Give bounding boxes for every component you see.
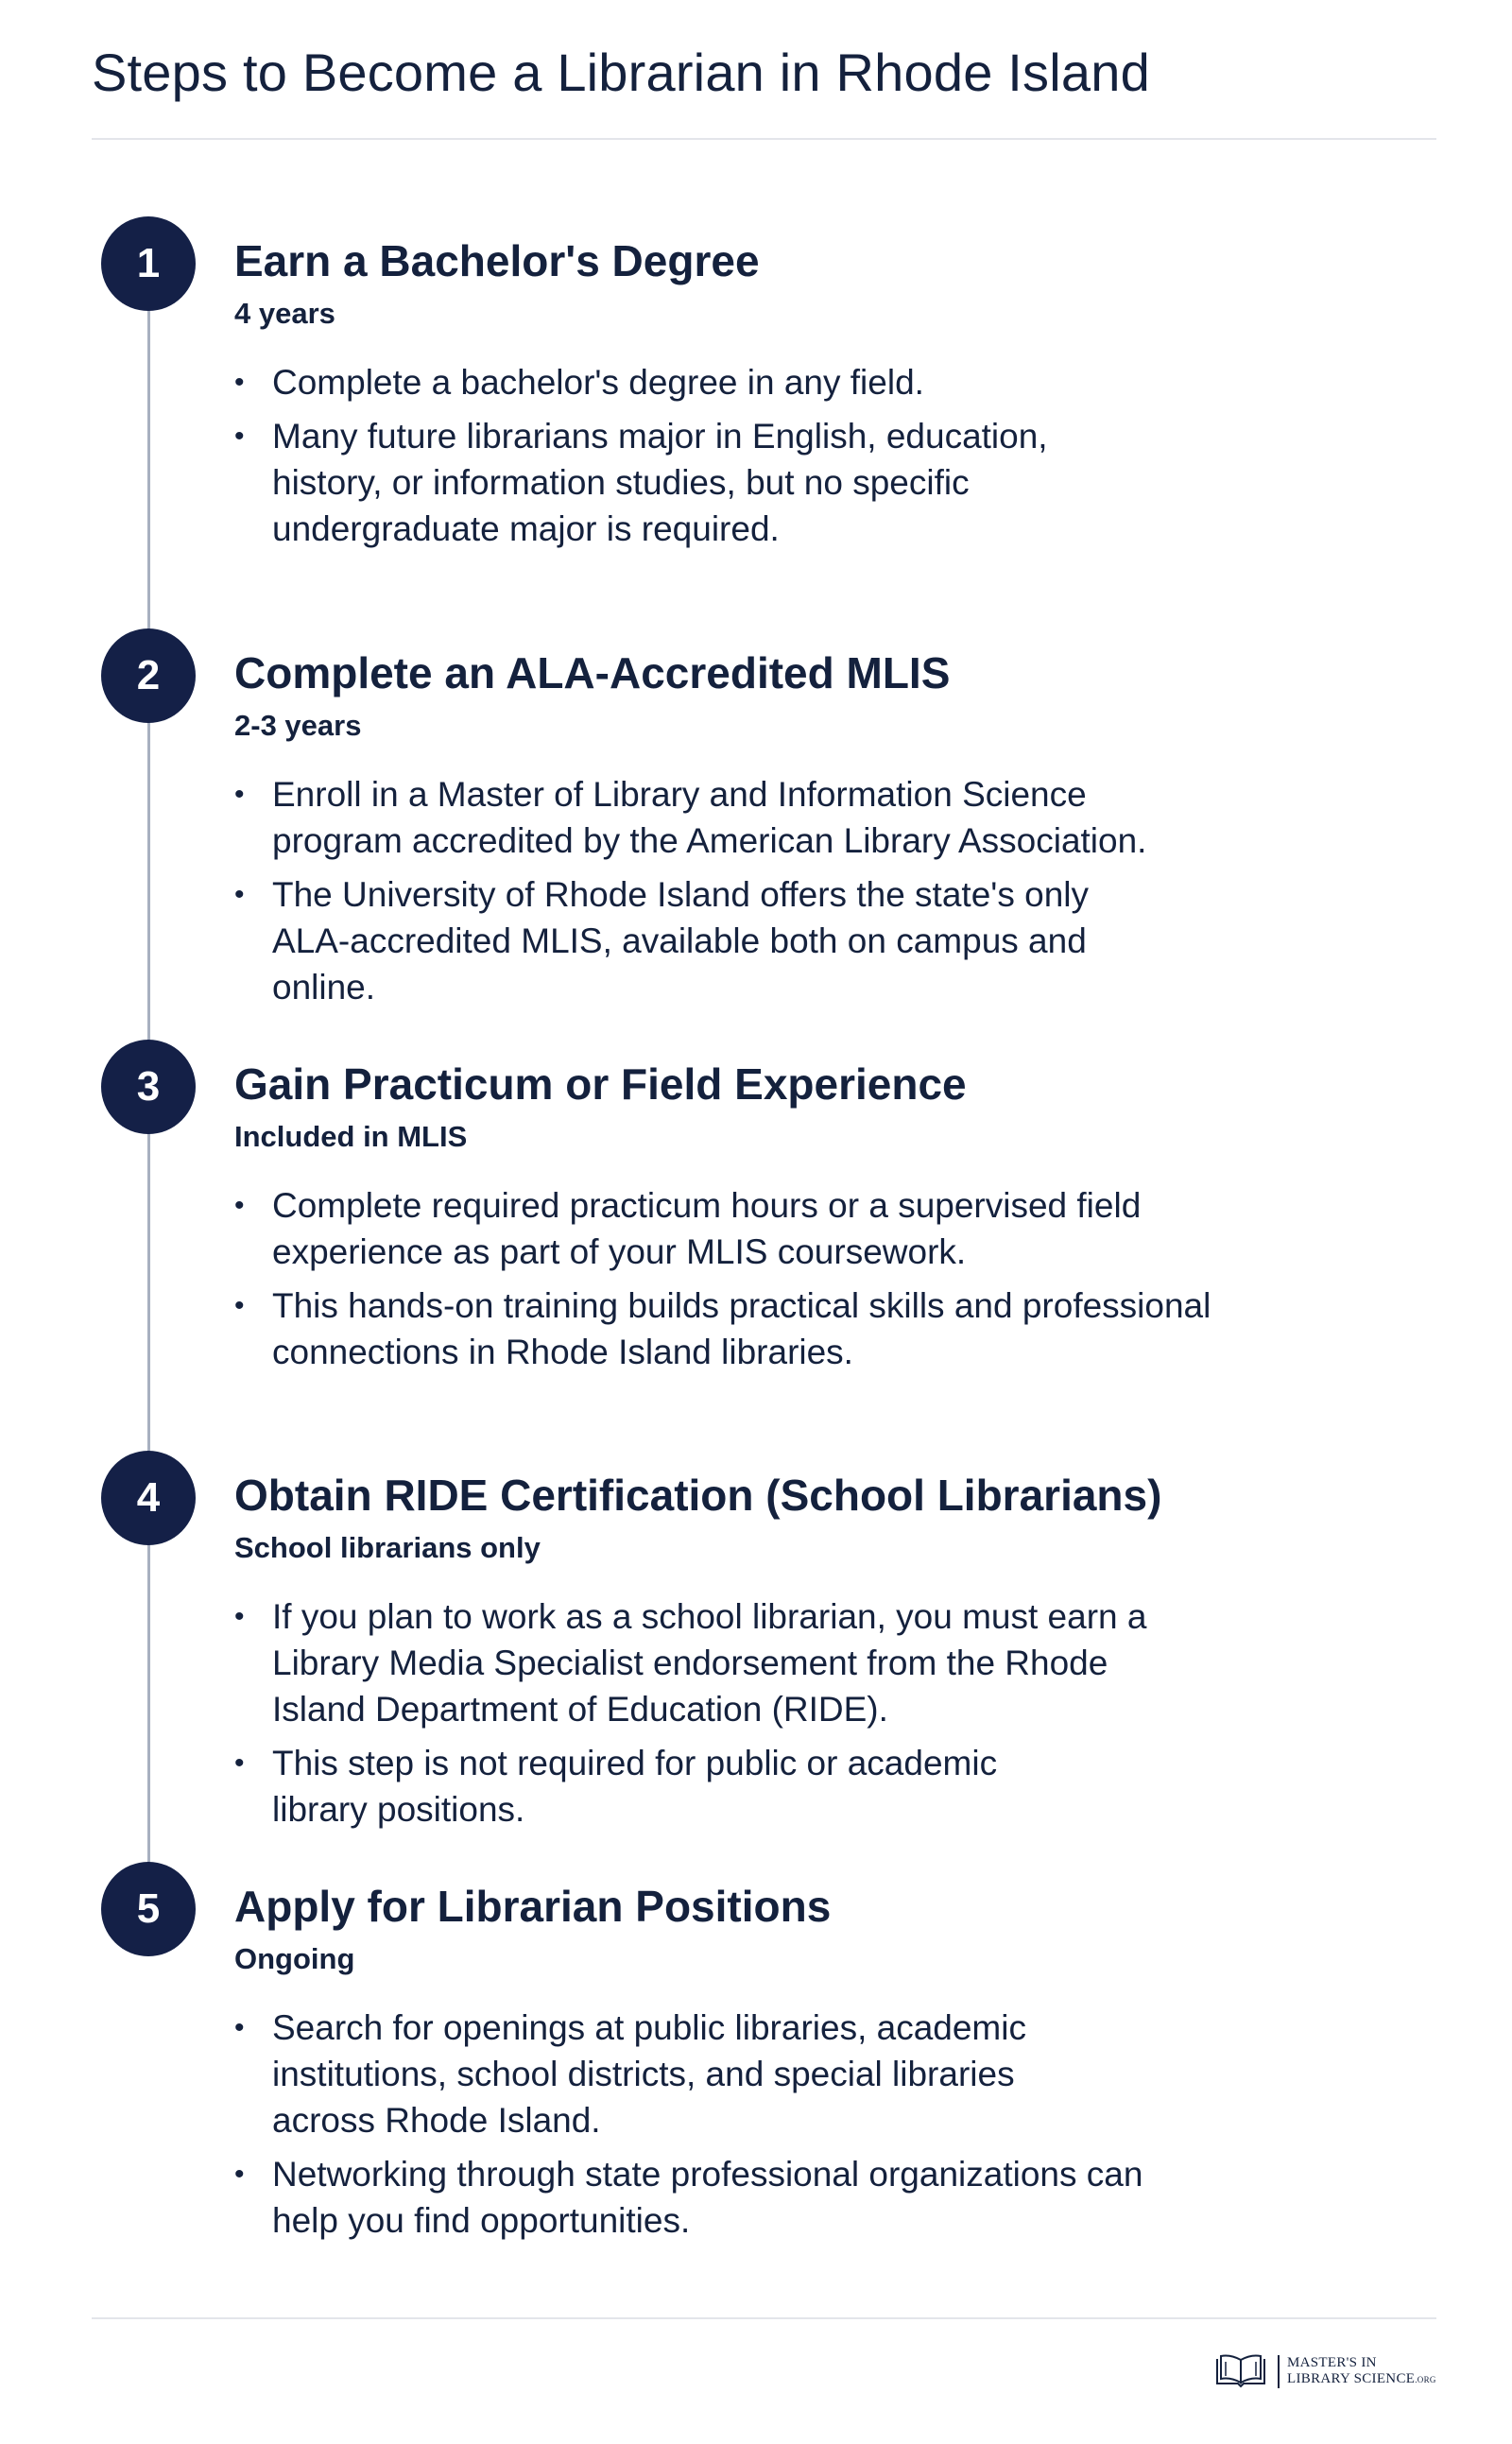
- step-number-badge: 5: [101, 1862, 196, 1956]
- footer-divider: [92, 2317, 1436, 2319]
- list-item: • Search for openings at public libraries, academic institutions, school districts, and special libraries across Rhode Island.: [234, 2005, 1085, 2143]
- step-title: Gain Practicum or Field Experience: [234, 1059, 967, 1109]
- site-logo: [1213, 2353, 1436, 2389]
- step-bullet-list: [234, 359, 1104, 552]
- header-divider: [92, 138, 1436, 140]
- step-bullet-list: [234, 1593, 1179, 1833]
- list-item: • Complete required practicum hours or a supervised field experience as part of your MLIS coursework.: [234, 1182, 1217, 1275]
- logo-line-1: MASTER'S IN: [1287, 2354, 1377, 2370]
- step-number-badge: 4: [101, 1451, 196, 1545]
- step-number-badge: 3: [101, 1040, 196, 1134]
- list-item: • Complete a bachelor's degree in any field.: [234, 359, 1104, 405]
- step-bullet-list: [234, 771, 1217, 1010]
- list-item: • The University of Rhode Island offers the state's only ALA-accredited MLIS, available both on campus and online.: [234, 871, 1160, 1010]
- step-title: Earn a Bachelor's Degree: [234, 236, 760, 285]
- step-duration: 4 years: [234, 297, 335, 331]
- step-duration: 2-3 years: [234, 709, 362, 743]
- step-number-badge: 1: [101, 216, 196, 311]
- list-item: • Networking through state professional organizations can help you find opportunities.: [234, 2151, 1208, 2244]
- step-bullet-list: [234, 2005, 1208, 2244]
- open-book-icon: [1213, 2353, 1268, 2389]
- logo-wordmark: [1278, 2355, 1436, 2388]
- list-item: • This hands-on training builds practical skills and professional connections in Rhode Island libraries.: [234, 1282, 1217, 1375]
- step-duration: School librarians only: [234, 1531, 541, 1565]
- step-number-badge: 2: [101, 628, 196, 723]
- list-item: • Many future librarians major in English, education, history, or information studies, but no specific undergraduate major is required.: [234, 413, 1104, 552]
- step-duration: Included in MLIS: [234, 1120, 468, 1154]
- list-item: • If you plan to work as a school librarian, you must earn a Library Media Specialist endorsement from the Rhode Island Department of Education (RIDE).: [234, 1593, 1179, 1732]
- logo-line-2: LIBRARY SCIENCE: [1287, 2370, 1416, 2386]
- step-bullet-list: [234, 1182, 1217, 1375]
- page-title: Steps to Become a Librarian in Rhode Island: [92, 43, 1150, 102]
- list-item: • Enroll in a Master of Library and Information Science program accredited by the American Library Association.: [234, 771, 1217, 864]
- logo-suffix: .ORG: [1415, 2374, 1436, 2384]
- step-title: Obtain RIDE Certification (School Librarians): [234, 1471, 1162, 1520]
- step-title: Complete an ALA-Accredited MLIS: [234, 648, 951, 697]
- step-duration: Ongoing: [234, 1942, 355, 1976]
- step-title: Apply for Librarian Positions: [234, 1882, 832, 1931]
- list-item: • This step is not required for public or academic library positions.: [234, 1740, 1066, 1833]
